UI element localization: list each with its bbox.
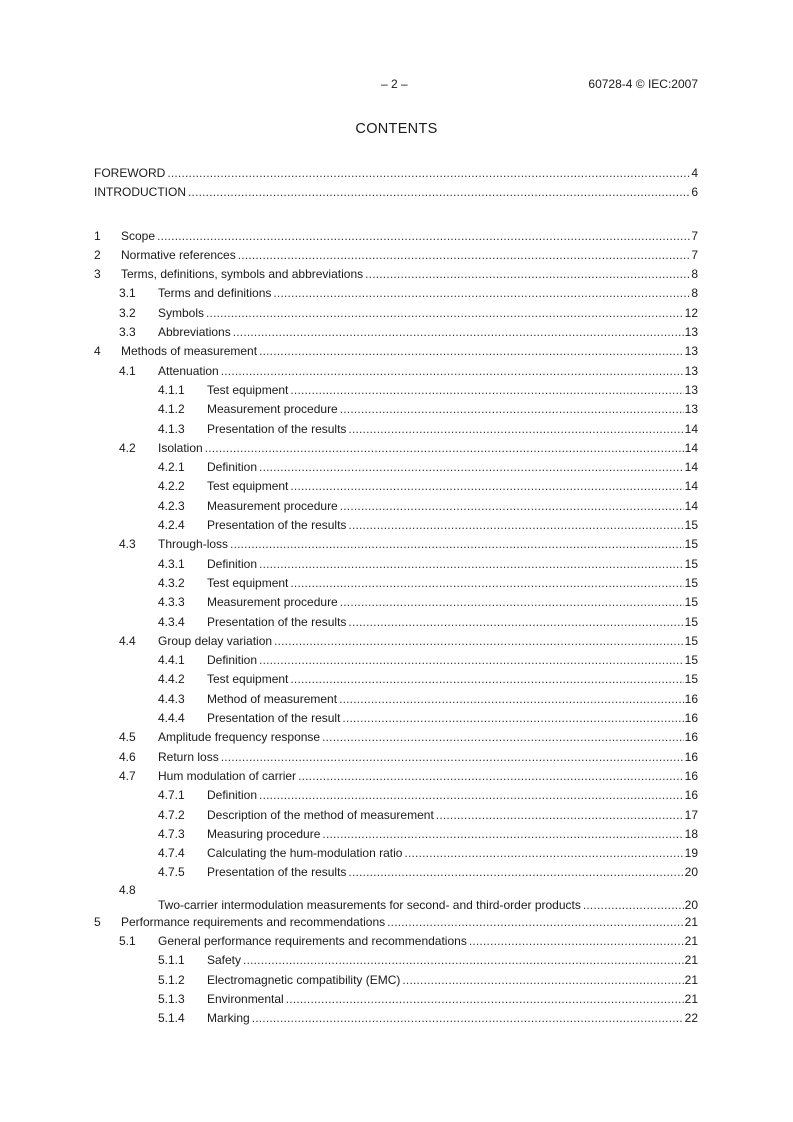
toc-entry-page: 14 (684, 439, 698, 458)
toc-entry-page: 8 (690, 265, 698, 284)
toc-entry[interactable] (94, 844, 698, 863)
toc-entry[interactable] (94, 246, 698, 265)
toc-entry-number: 4.2.2 (158, 479, 185, 494)
toc-entry[interactable] (94, 883, 698, 913)
toc-entry-page: 16 (684, 709, 698, 728)
toc-entry-title: Measurement procedure (207, 593, 340, 612)
toc-entry[interactable] (94, 497, 698, 516)
toc-entry-title: Presentation of the result (207, 709, 342, 728)
toc-entry[interactable] (94, 323, 698, 342)
toc-entry-number: 4.4.2 (158, 672, 185, 687)
toc-entry-number: 4.4.3 (158, 691, 185, 706)
toc-entry[interactable] (94, 381, 698, 400)
toc-entry-title: General performance requirements and recommendations (158, 932, 469, 951)
toc-entry[interactable] (94, 439, 698, 458)
toc-entry-title: Marking (207, 1009, 252, 1028)
toc-entry-page: 12 (684, 304, 698, 323)
toc-entry[interactable] (94, 825, 698, 844)
toc-entry-number: 4.7.5 (158, 865, 185, 880)
toc-entry-title: Normative references (121, 246, 238, 265)
document-id: 60728-4 © IEC:2007 (588, 77, 698, 91)
toc-entry-number: 3.1 (119, 286, 136, 301)
toc-entry-page: 15 (684, 670, 698, 689)
toc-entry-number: 4.2.4 (158, 518, 185, 533)
toc-entry-number: 4.6 (119, 749, 136, 764)
toc-entry[interactable] (94, 420, 698, 439)
toc-entry[interactable] (94, 265, 698, 284)
toc-entry-page: 13 (684, 342, 698, 361)
toc-entry[interactable] (94, 593, 698, 612)
toc-entry[interactable] (94, 400, 698, 419)
toc-entry[interactable] (94, 748, 698, 767)
toc-entry-page: 16 (684, 690, 698, 709)
toc-entry-page: 4 (690, 164, 698, 183)
toc-entry-number: 4.3.1 (158, 556, 185, 571)
toc-entry[interactable] (94, 971, 698, 990)
toc-entry-title: Electromagnetic compatibility (EMC) (207, 971, 402, 990)
toc-entry-title: Symbols (158, 304, 206, 323)
toc-entry[interactable] (94, 164, 698, 183)
toc-entry-title: Through-loss (158, 535, 230, 554)
toc-entry-number: 3.2 (119, 305, 136, 320)
toc-entry-number: 5.1.3 (158, 991, 185, 1006)
toc-entry-number: 4.2.1 (158, 460, 185, 475)
toc-entry-page: 7 (690, 246, 698, 265)
toc-entry-page: 15 (684, 651, 698, 670)
toc-entry-title: Definition (207, 786, 259, 805)
toc-entry-title: Attenuation (158, 362, 221, 381)
toc-entry-title: Method of measurement (207, 690, 339, 709)
toc-entry-title: Presentation of the results (207, 863, 348, 882)
toc-entry-page: 21 (684, 932, 698, 951)
toc-entry[interactable] (94, 990, 698, 1009)
toc-entry-page: 20 (684, 863, 698, 882)
toc-entry-number: 3.3 (119, 325, 136, 340)
toc-entry-number: 5.1.1 (158, 953, 185, 968)
toc-entry[interactable] (94, 574, 698, 593)
toc-entry-number: 4.7 (119, 768, 136, 783)
toc-entry-page: 16 (684, 786, 698, 805)
toc-entry-page: 14 (684, 497, 698, 516)
toc-entry-number: 1 (94, 228, 101, 243)
toc-entry[interactable] (94, 535, 698, 554)
toc-entry-page: 21 (684, 951, 698, 970)
toc-entry[interactable] (94, 786, 698, 805)
toc-entry[interactable] (94, 951, 698, 970)
toc-entry-title: Amplitude frequency response (158, 728, 322, 747)
toc-entry-number: 5.1.2 (158, 972, 185, 987)
toc-entry-number: 5 (94, 914, 101, 929)
toc-entry-title: Definition (207, 651, 259, 670)
toc-entry-title: Environmental (207, 990, 286, 1009)
toc-entry-page: 15 (684, 555, 698, 574)
toc-entry-number: 4.1.3 (158, 421, 185, 436)
toc-entry[interactable] (94, 806, 698, 825)
toc-entry-title: Calculating the hum-modulation ratio (207, 844, 404, 863)
toc-entry-number: 4.3.4 (158, 614, 185, 629)
toc-entry[interactable] (94, 342, 698, 361)
toc-entry-page: 16 (684, 767, 698, 786)
toc-entry-number: 4.1.1 (158, 382, 185, 397)
toc-entry-page: 22 (684, 1009, 698, 1028)
toc-entry-title: Return loss (158, 748, 221, 767)
toc-entry-number: 4.3.2 (158, 575, 185, 590)
toc-entry-number: 4.3 (119, 537, 136, 552)
toc-entry-page: 15 (684, 613, 698, 632)
toc-entry[interactable] (94, 767, 698, 786)
toc-entry-title: Group delay variation (158, 632, 274, 651)
toc-entry-page: 18 (684, 825, 698, 844)
toc-entry-number: 5.1.4 (158, 1011, 185, 1026)
toc-entry-page: 20 (684, 897, 698, 912)
toc-entry-number: 5.1 (119, 933, 136, 948)
toc-entry-number: 3 (94, 267, 101, 282)
toc-entry-page: 17 (684, 806, 698, 825)
toc-entry-title: Safety (207, 951, 243, 970)
toc-entry[interactable] (94, 227, 698, 246)
toc-entry-title: Methods of measurement (121, 342, 259, 361)
toc-entry-title: Terms and definitions (158, 284, 273, 303)
toc-entry-number: 4.1 (119, 363, 136, 378)
toc-entry[interactable] (94, 913, 698, 932)
toc-entry-number: 4.5 (119, 730, 136, 745)
toc-entry-page: 16 (684, 728, 698, 747)
toc-entry-page: 14 (684, 477, 698, 496)
toc-entry-page: 15 (684, 593, 698, 612)
toc-entry-page: 15 (684, 632, 698, 651)
toc-entry-number: 4.7.3 (158, 826, 185, 841)
toc-entry-page: 6 (690, 183, 698, 202)
toc-entry-page: 13 (684, 400, 698, 419)
toc-entry-number: 4.4.4 (158, 711, 185, 726)
toc-entry-title: Performance requirements and recommendations (121, 913, 387, 932)
toc-entry-title: Presentation of the results (207, 516, 348, 535)
toc-entry-title: Presentation of the results (207, 613, 348, 632)
toc-entry[interactable] (94, 709, 698, 728)
toc-entry-title: Abbreviations (158, 323, 233, 342)
toc-entry[interactable] (94, 362, 698, 381)
toc-entry-page: 13 (684, 381, 698, 400)
toc-entry[interactable] (94, 516, 698, 535)
toc-entry-number: 2 (94, 247, 101, 262)
toc-entry-title: Test equipment (207, 381, 290, 400)
toc-entry-title: INTRODUCTION (94, 183, 188, 202)
toc-entry[interactable] (94, 304, 698, 323)
toc-entry-title: Isolation (158, 439, 205, 458)
toc-entry-number: 4.7.1 (158, 788, 185, 803)
toc-entry-title: Hum modulation of carrier (158, 767, 298, 786)
toc-entry-page: 7 (690, 227, 698, 246)
toc-entry-number: 4 (94, 344, 101, 359)
toc-entry-title: Definition (207, 555, 259, 574)
toc-entry-page: 14 (684, 420, 698, 439)
toc-entry[interactable] (94, 690, 698, 709)
toc-entry-page: 21 (684, 971, 698, 990)
toc-entry-page: 13 (684, 323, 698, 342)
toc-entry-title: Presentation of the results (207, 420, 348, 439)
toc-entry-title: Measuring procedure (207, 825, 322, 844)
toc-entry-number: 4.7.2 (158, 807, 185, 822)
toc-entry-title: Test equipment (207, 670, 290, 689)
toc-entry[interactable] (94, 183, 698, 202)
toc-entry-title: Measurement procedure (207, 497, 340, 516)
page-number: – 2 – (381, 77, 408, 91)
toc-entry-title: Terms, definitions, symbols and abbreviations (121, 265, 365, 284)
toc-entry[interactable] (94, 613, 698, 632)
toc-entry-page: 16 (684, 748, 698, 767)
toc-entry-page: 21 (684, 990, 698, 1009)
toc-entry-title: Scope (121, 227, 157, 246)
toc-entry-number: 4.3.3 (158, 595, 185, 610)
toc-entry-title: Description of the method of measurement (207, 806, 436, 825)
toc-entry-number: 4.4.1 (158, 653, 185, 668)
toc-entry[interactable] (94, 1009, 698, 1028)
toc-entry[interactable] (94, 932, 698, 951)
toc-entry[interactable] (94, 728, 698, 747)
toc-entry[interactable] (94, 555, 698, 574)
toc-entry-title: Test equipment (207, 477, 290, 496)
toc-entry[interactable] (94, 458, 698, 477)
toc-entry[interactable] (94, 670, 698, 689)
toc-entry-title: FOREWORD (94, 164, 167, 183)
toc-entry[interactable] (94, 863, 698, 882)
toc-entry-number: 4.7.4 (158, 846, 185, 861)
toc-entry-page: 15 (684, 516, 698, 535)
table-of-contents (94, 164, 698, 1028)
toc-entry[interactable] (94, 651, 698, 670)
page-title: CONTENTS (355, 121, 438, 137)
toc-entry[interactable] (94, 477, 698, 496)
toc-entry-title: Measurement procedure (207, 400, 340, 419)
toc-entry-page: 21 (684, 913, 698, 932)
toc-entry-title: Test equipment (207, 574, 290, 593)
toc-entry-page: 19 (684, 844, 698, 863)
toc-entry[interactable] (94, 632, 698, 651)
toc-entry-page: 15 (684, 535, 698, 554)
toc-entry-number: 4.8 (119, 882, 136, 897)
toc-entry-page: 15 (684, 574, 698, 593)
toc-entry-title: Definition (207, 458, 259, 477)
toc-entry-page: 13 (684, 362, 698, 381)
toc-entry-title: Two-carrier intermodulation measurements for second- and third-order products (158, 897, 581, 912)
toc-entry-number: 4.4 (119, 633, 136, 648)
toc-entry-number: 4.1.2 (158, 402, 185, 417)
toc-entry-page: 14 (684, 458, 698, 477)
toc-entry-number: 4.2.3 (158, 498, 185, 513)
toc-entry-page: 8 (690, 284, 698, 303)
toc-entry[interactable] (94, 284, 698, 303)
toc-entry-number: 4.2 (119, 440, 136, 455)
